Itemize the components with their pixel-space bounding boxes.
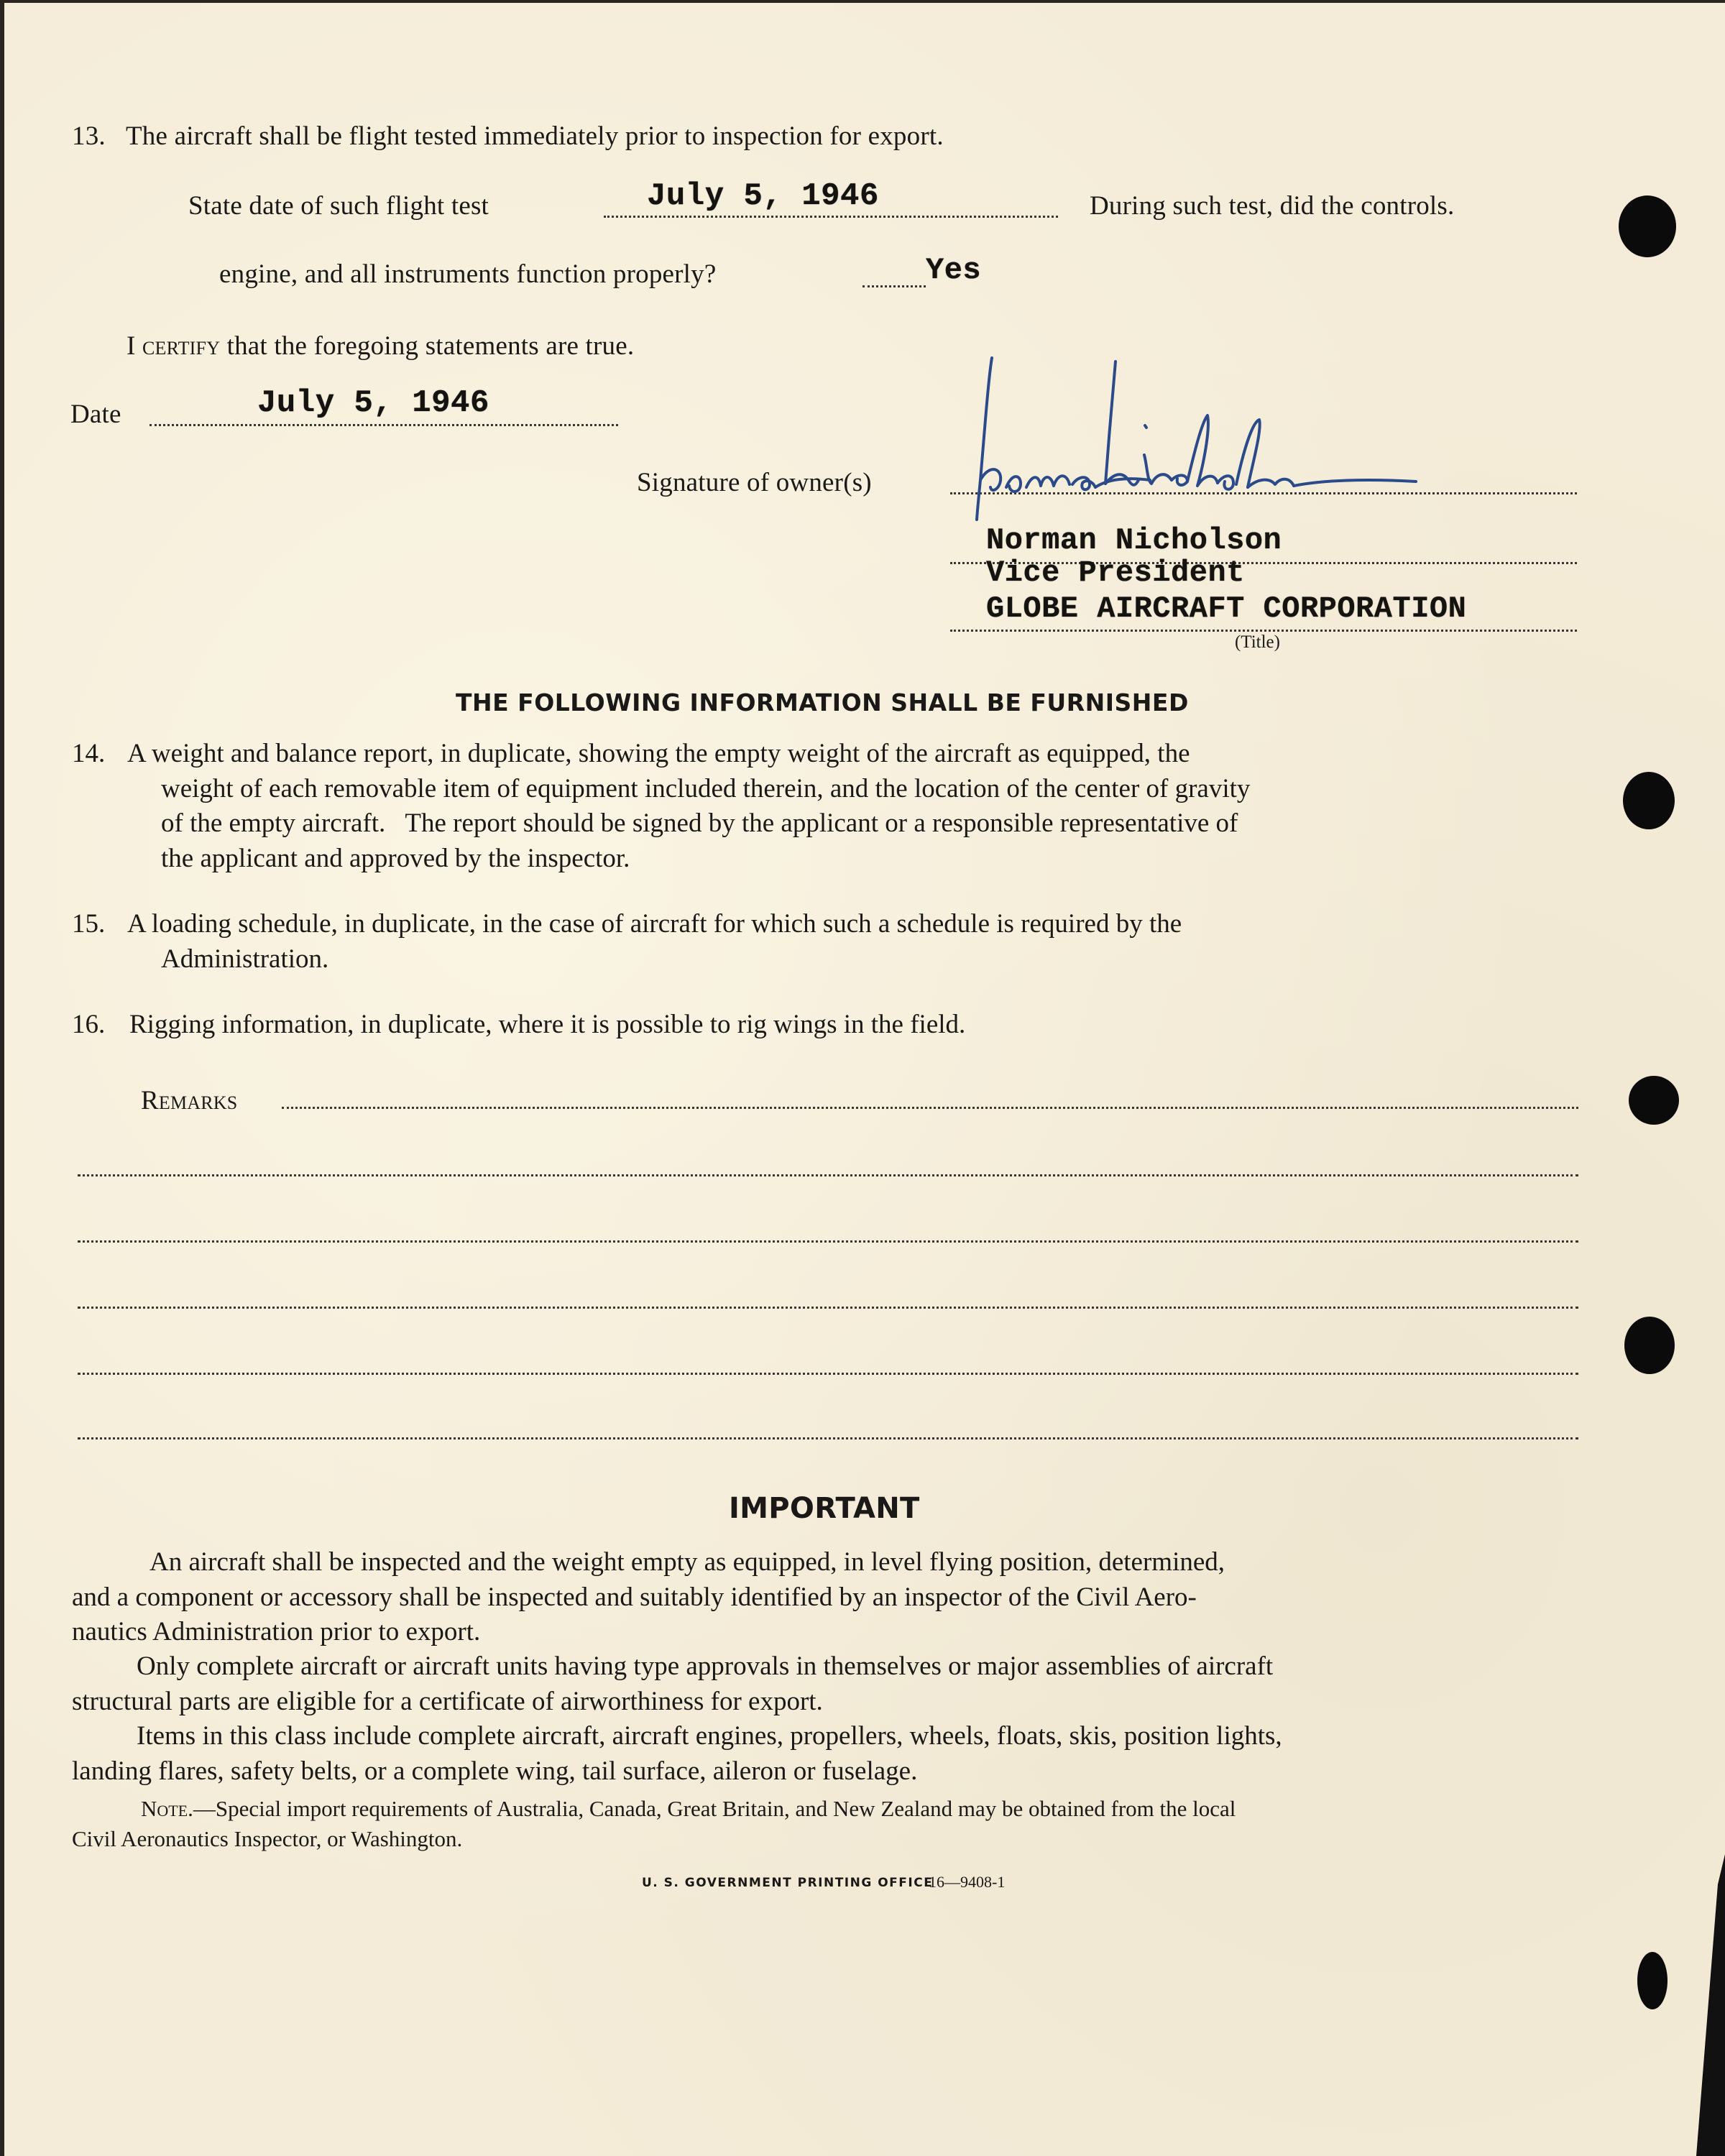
certify-rest: that the foregoing statements are true.	[226, 331, 635, 361]
item-16	[72, 1008, 1578, 1043]
signer-position[interactable]: Vice President	[986, 556, 1245, 590]
note-label: Note.	[141, 1796, 193, 1821]
important-p3-line-1: Items in this class include complete aircraft, aircraft engines, propellers, wheels, floats, skis, position lights,	[137, 1721, 1282, 1751]
title-caption: (Title)	[1235, 632, 1280, 652]
item-16-number: 16.	[72, 1010, 106, 1039]
remarks-line-2[interactable]	[78, 1174, 1578, 1176]
owner-signature	[920, 351, 1639, 538]
important-paragraph-3	[72, 1719, 1578, 1789]
note-text-1: —Special import requirements of Australia, Canada, Great Britain, and New Zealand may be obtained from the local	[193, 1796, 1236, 1821]
important-p2-line-1: Only complete aircraft or aircraft units having type approvals in themselves or major assemblies of aircraft	[137, 1651, 1274, 1681]
remarks-line-5[interactable]	[78, 1373, 1578, 1375]
signer-name[interactable]: Norman Nicholson	[986, 523, 1282, 558]
signer-company[interactable]: GLOBE AIRCRAFT CORPORATION	[986, 591, 1467, 626]
punch-hole-3	[1629, 1076, 1679, 1125]
certify-statement	[126, 331, 634, 361]
info-heading: THE FOLLOWING INFORMATION SHALL BE FURNISHED	[456, 688, 1189, 717]
flight-test-date-value[interactable]: July 5, 1946	[647, 178, 879, 214]
import-note-line-2: Civil Aeronautics Inspector, or Washington.	[72, 1826, 463, 1851]
remarks-label: Remarks	[141, 1086, 238, 1115]
item-13-number: 13.	[72, 121, 106, 151]
date-line	[150, 424, 618, 426]
engine-prompt: engine, and all instruments function properly?	[219, 259, 717, 289]
item-13-text: The aircraft shall be flight tested immediately prior to inspection for export.	[126, 121, 944, 151]
date-label: Date	[70, 400, 121, 429]
remarks-line-1[interactable]	[282, 1107, 1578, 1109]
certify-keyword: certify	[142, 331, 221, 361]
remarks-line-6[interactable]	[78, 1437, 1578, 1439]
punch-hole-4	[1624, 1317, 1675, 1374]
item-15-number: 15.	[72, 909, 106, 939]
signature-label: Signature of owner(s)	[637, 468, 872, 497]
punch-hole-2	[1623, 772, 1675, 829]
punch-hole-5	[1637, 1952, 1668, 2009]
item-14-line-3: of the empty aircraft. The report should be signed by the applicant or a responsible representative of	[161, 808, 1238, 838]
date-value[interactable]: July 5, 1946	[257, 385, 489, 421]
important-p1-line-1: An aircraft shall be inspected and the weight empty as equipped, in level flying position, determined,	[150, 1547, 1225, 1577]
item-15	[72, 907, 1578, 977]
important-p1-line-3: nautics Administration prior to export.	[72, 1617, 481, 1646]
signature-scribble-icon	[920, 351, 1639, 538]
engine-answer-line	[862, 285, 926, 287]
item-16-line-1: Rigging information, in duplicate, where it is possible to rig wings in the field.	[129, 1010, 966, 1039]
title-line	[950, 630, 1577, 632]
scan-edge-left	[0, 0, 4, 2156]
important-p2-line-2: structural parts are eligible for a certificate of airworthiness for export.	[72, 1686, 823, 1716]
import-note-line-1	[72, 1794, 1578, 1824]
item-14-number: 14.	[72, 739, 106, 768]
engine-answer-value[interactable]: Yes	[926, 253, 982, 287]
printer-imprint: U. S. GOVERNMENT PRINTING OFFICE	[642, 1876, 934, 1890]
remarks-line-3[interactable]	[78, 1240, 1578, 1243]
scan-edge-top	[0, 0, 1725, 3]
important-paragraph-2	[72, 1649, 1578, 1719]
form-number: 16—9408-1	[929, 1873, 1006, 1891]
certify-prefix: I	[126, 331, 136, 361]
important-p3-line-2: landing flares, safety belts, or a complete wing, tail surface, aileron or fuselage.	[72, 1756, 918, 1786]
item-14-line-4: the applicant and approved by the inspector.	[161, 843, 630, 873]
important-p1-line-2: and a component or accessory shall be inspected and suitably identified by an inspector of the Civil Aero-	[72, 1582, 1197, 1612]
punch-hole-1	[1619, 195, 1676, 257]
scan-edge-bottom-right	[1696, 1854, 1725, 2156]
important-heading: IMPORTANT	[729, 1492, 920, 1525]
controls-prompt: During such test, did the controls.	[1090, 191, 1455, 221]
import-note	[72, 1794, 1578, 1854]
item-14-line-1: A weight and balance report, in duplicate, showing the empty weight of the aircraft as equipped, the	[127, 739, 1190, 768]
item-14-line-2: weight of each removable item of equipment included therein, and the location of the center of gravity	[161, 773, 1251, 803]
important-paragraph-1	[72, 1545, 1578, 1650]
flight-test-date-line	[604, 216, 1058, 218]
item-14	[72, 737, 1578, 876]
remarks-line-4[interactable]	[78, 1307, 1578, 1309]
flight-test-date-label: State date of such flight test	[188, 191, 489, 221]
item-15-line-1: A loading schedule, in duplicate, in the case of aircraft for which such a schedule is required by the	[127, 909, 1182, 939]
item-15-line-2: Administration.	[161, 944, 329, 974]
